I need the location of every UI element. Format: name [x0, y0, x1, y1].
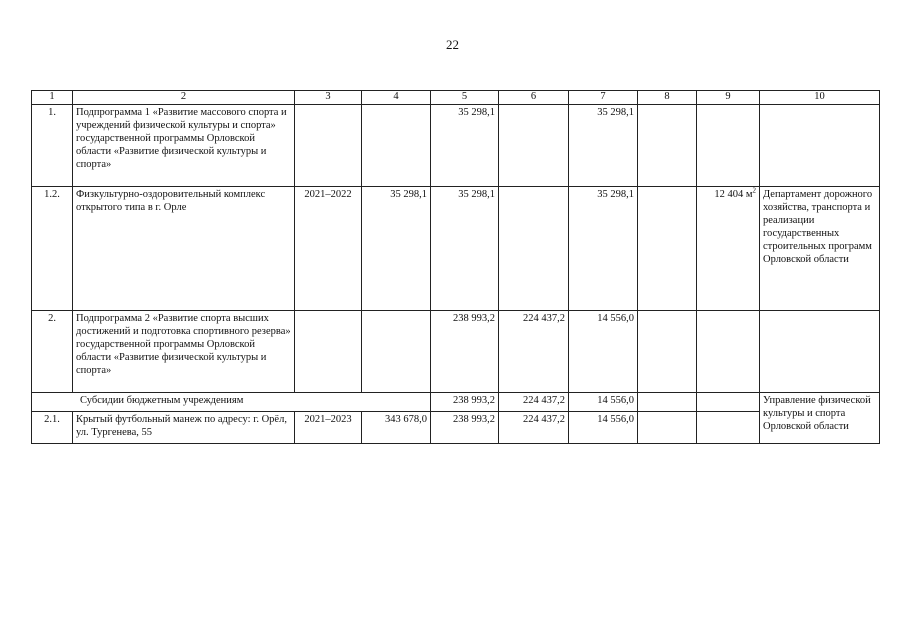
row-years	[295, 105, 362, 187]
column-header: 7	[569, 91, 638, 105]
column-header: 3	[295, 91, 362, 105]
row-col4: 35 298,1	[362, 187, 431, 311]
row-col9-area	[697, 187, 760, 311]
row-col4	[362, 105, 431, 187]
row-col9	[697, 105, 760, 187]
row-col8	[638, 393, 697, 412]
row-col8	[638, 412, 697, 444]
row-col10	[760, 105, 880, 187]
row-col6	[499, 187, 569, 311]
row-col5: 238 993,2	[431, 311, 499, 393]
column-header: 4	[362, 91, 431, 105]
row-col6: 224 437,2	[499, 311, 569, 393]
row-number: 2.	[32, 311, 73, 393]
program-funding-table	[31, 90, 880, 444]
row-years: 2021–2022	[295, 187, 362, 311]
row-responsible: Департамент дорожного хозяйства, транспорта и реализации государственных строительных программ Орловской области	[760, 187, 880, 311]
row-col7: 14 556,0	[569, 311, 638, 393]
row-col8	[638, 105, 697, 187]
table-row-subsidies	[32, 393, 880, 412]
row-name: Подпрограмма 2 «Развитие спорта высших достижений и подготовка спортивного резерва» государственной программы Орловской области «Развитие физической культуры и спорта»	[73, 311, 295, 393]
row-col4: 343 678,0	[362, 412, 431, 444]
row-col5: 238 993,2	[431, 393, 499, 412]
row-col9	[697, 311, 760, 393]
page-number: 22	[446, 37, 459, 52]
row-subsidies-label: Субсидии бюджетным учреждениям	[32, 393, 431, 412]
row-number: 1.2.	[32, 187, 73, 311]
area-unit-exponent: 2	[752, 186, 756, 195]
row-col6	[499, 105, 569, 187]
column-header: 10	[760, 91, 880, 105]
row-number: 2.1.	[32, 412, 73, 444]
row-col7: 35 298,1	[569, 105, 638, 187]
row-col6: 224 437,2	[499, 393, 569, 412]
table-header-row	[32, 91, 880, 105]
column-header: 2	[73, 91, 295, 105]
row-col5: 35 298,1	[431, 105, 499, 187]
table-row-subprogram-1	[32, 105, 880, 187]
table-row-item-2-1	[32, 412, 880, 444]
row-name: Подпрограмма 1 «Развитие массового спорта и учреждений физической культуры и спорта» государственной программы Орловской области «Развитие физической культуры и спорта»	[73, 105, 295, 187]
row-name: Физкультурно-оздоровительный комплекс открытого типа в г. Орле	[73, 187, 295, 311]
row-col9	[697, 412, 760, 444]
row-name: Крытый футбольный манеж по адресу: г. Орёл, ул. Тургенева, 55	[73, 412, 295, 444]
row-col4	[362, 311, 431, 393]
column-header: 8	[638, 91, 697, 105]
row-responsible: Управление физической культуры и спорта Орловской области	[760, 393, 880, 444]
row-col10	[760, 311, 880, 393]
column-header: 9	[697, 91, 760, 105]
table-row-item-1-2	[32, 187, 880, 311]
row-col9	[697, 393, 760, 412]
row-col5: 238 993,2	[431, 412, 499, 444]
row-col8	[638, 187, 697, 311]
column-header: 6	[499, 91, 569, 105]
row-col6: 224 437,2	[499, 412, 569, 444]
row-years	[295, 311, 362, 393]
row-col8	[638, 311, 697, 393]
area-value: 12 404 м	[714, 189, 753, 200]
row-col7: 14 556,0	[569, 393, 638, 412]
column-header: 1	[32, 91, 73, 105]
row-years: 2021–2023	[295, 412, 362, 444]
row-col7: 14 556,0	[569, 412, 638, 444]
row-col5: 35 298,1	[431, 187, 499, 311]
column-header: 5	[431, 91, 499, 105]
row-col7: 35 298,1	[569, 187, 638, 311]
table-row-subprogram-2	[32, 311, 880, 393]
row-number: 1.	[32, 105, 73, 187]
